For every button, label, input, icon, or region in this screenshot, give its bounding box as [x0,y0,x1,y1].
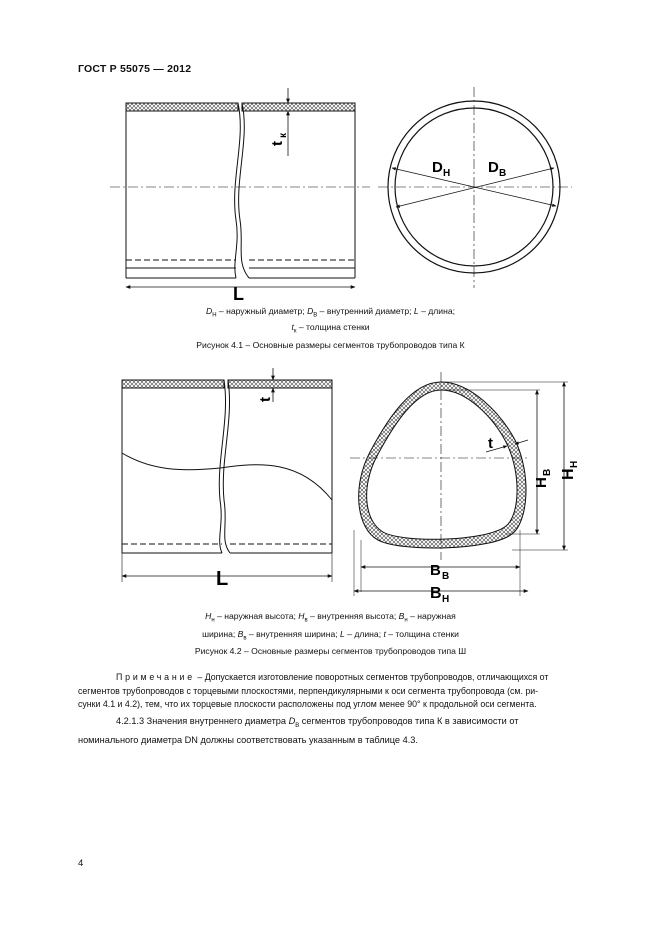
inner-height-label: H [533,477,550,488]
inner-diameter-label: D [488,159,499,176]
thickness-label-sh: t [257,397,274,402]
pipe-side-view-k [110,88,370,287]
paragraph-4-2-1-3: 4.2.1.3 Значения внутреннего диаметра $D_В$ сегментов трубопроводов типа К в зависимости от номинального диаметра DN должны соответствовать указанным в таблице 4.3. [78,716,519,745]
figure-4-1-caption: Рисунок 4.1 – Основные размеры сегментов трубопроводов типа К [196,340,465,350]
note-block: Примечание – Допускается изготовление поворотных сегментов трубопроводов, отличающихся от сегментов трубопроводов с торцевыми плоскостями, перпендикулярными к оси сегмента трубопровода (см. ри- сунки 4.1 и 4.2), тем, что их торцевые плоскости расположены под углом менее 90° к продольной оси сегмента. [78,672,549,709]
thickness-sub-k: к [278,132,289,138]
inner-diameter-sub: В [499,168,507,179]
inner-width-label: B [430,562,441,579]
outer-width-sub: Н [442,594,450,605]
thickness-label-cross: t [488,435,493,452]
document-header: ГОСТ Р 55075 — 2012 [78,63,192,75]
page-number: 4 [78,858,84,869]
figure-4-1-legend-line1: $D_Н$ – наружный диаметр; $D_В$ – внутренний диаметр; L – длина; [205,306,455,319]
outer-diameter-sub: Н [443,168,451,179]
outer-height-sub: Н [569,460,580,468]
inner-height-sub: В [542,468,553,476]
length-label-k: L [233,284,244,304]
outer-height-label: H [560,468,577,480]
outer-width-label: B [430,585,442,602]
figure-4-2-legend-line1: $H_н$ – наружная высота; $H_в$ – внутренняя высота; $B_н$ – наружная [205,611,456,624]
pipe-cross-section-k [378,87,572,288]
inner-width-sub: В [442,571,450,582]
figure-4-2-legend-line2: ширина; $B_в$ – внутренняя ширина; L – длина; t – толщина стенки [202,629,459,642]
figure-4-1-legend-line2: $t_к$ – толщина стенки [291,322,370,335]
length-label-sh: L [216,568,229,590]
thickness-label-k: t [269,141,286,146]
pipe-side-view-sh [122,368,332,582]
outer-diameter-label: D [432,159,443,176]
figure-4-2-caption: Рисунок 4.2 – Основные размеры сегментов трубопроводов типа Ш [194,646,467,656]
note-label: Примечание [116,672,195,682]
